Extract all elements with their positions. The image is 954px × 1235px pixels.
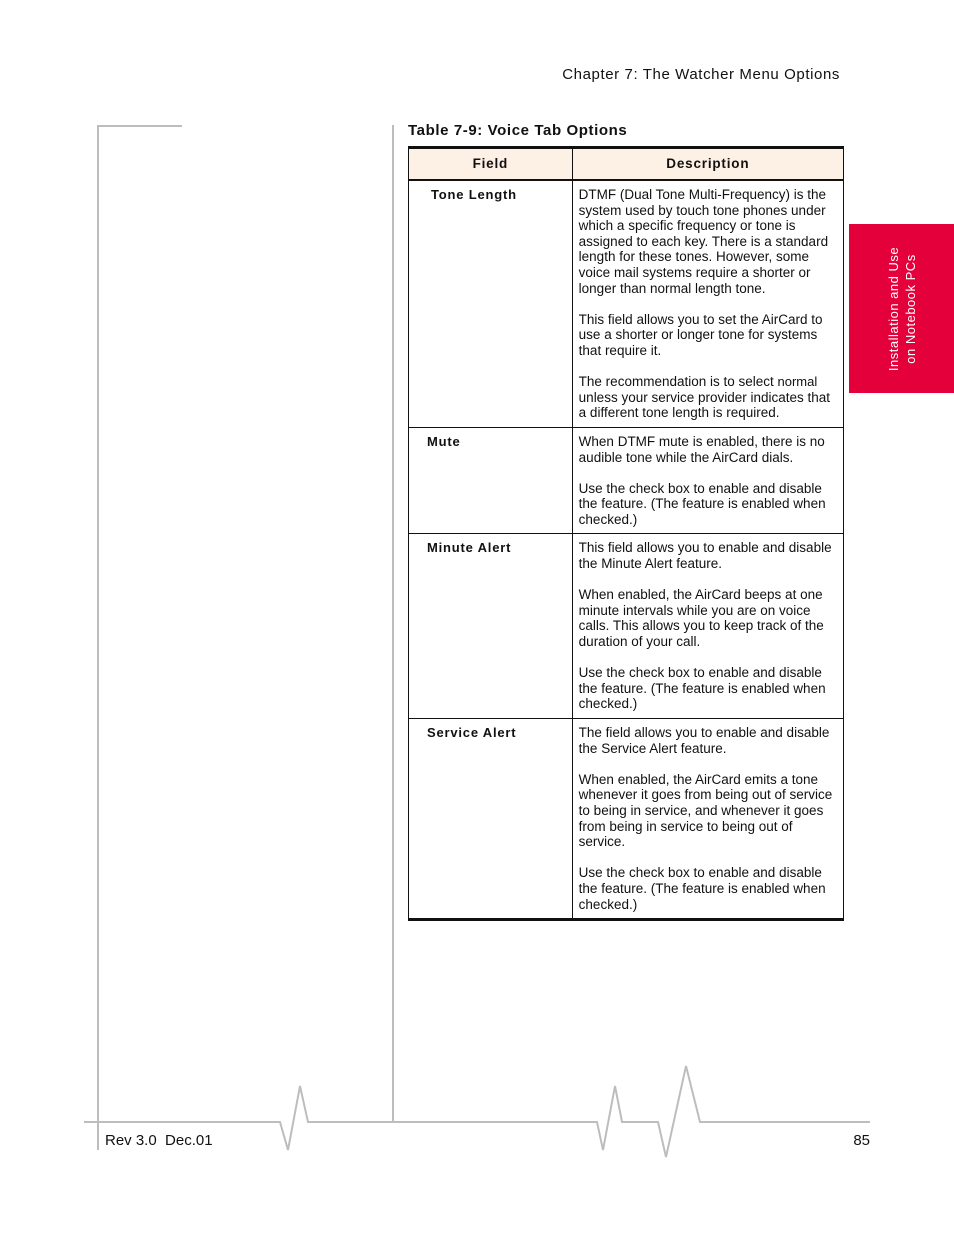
field-description — [572, 534, 843, 719]
column-header-field: Field — [409, 148, 573, 181]
description-paragraph — [579, 374, 837, 421]
top-left-rule — [98, 126, 182, 1150]
chapter-header: Chapter 7: The Watcher Menu Options — [562, 66, 840, 83]
recommendation-term: normal — [777, 374, 818, 390]
field-description — [572, 427, 843, 534]
side-tab-label — [885, 229, 919, 389]
description-paragraph: This field allows you to enable and disable the Minute Alert feature. — [578, 540, 832, 572]
description-paragraph: When DTMF mute is enabled, there is no audible tone while the AirCard dials. — [578, 433, 825, 465]
column-header-description: Description — [572, 148, 843, 181]
table-row — [409, 427, 844, 534]
description-paragraph: The field allows you to enable and disable the Service Alert feature. — [578, 725, 830, 756]
table-caption: Table 7-9: Voice Tab Options — [408, 122, 628, 139]
field-name: Tone Length — [409, 180, 573, 427]
description-paragraph: DTMF (Dual Tone Multi-Frequency) is the system used by touch tone phones under which a specific frequency or tone is assigned to each key. There is a standard length for these tones. However, some voice mail systems require a shorter or longer than normal length tone. — [578, 187, 829, 296]
field-name: Service Alert — [409, 719, 573, 920]
side-tab-line-2: on Notebook PCs — [902, 253, 918, 364]
description-paragraph: Use the check box to enable and disable the feature. (The feature is enabled when checked.) — [578, 665, 826, 712]
table-row — [409, 534, 844, 719]
description-paragraph: This field allows you to set the AirCard to use a shorter or longer tone for systems that require it. — [578, 311, 823, 358]
footer-page-number: 85 — [853, 1132, 870, 1149]
table-header-row — [409, 148, 844, 181]
field-name: Mute — [409, 427, 573, 534]
field-description — [572, 719, 843, 920]
side-tab-line-1: Installation and Use — [885, 246, 901, 371]
footer-revision: Rev 3.0 Dec.01 — [105, 1132, 213, 1149]
recommendation-prefix: The recommendation is to select — [578, 374, 778, 390]
description-paragraph: When enabled, the AirCard emits a tone whenever it goes from being out of service to being in service, and whenever it goes from being in service to being out of service. — [578, 771, 833, 850]
table-row — [409, 719, 844, 920]
voice-tab-options-table — [408, 146, 844, 921]
description-paragraph: When enabled, the AirCard beeps at one minute intervals while you are on voice calls. This allows you to keep track of the duration of your call. — [578, 587, 824, 650]
description-paragraph: Use the check box to enable and disable the feature. (The feature is enabled when checked.) — [578, 480, 826, 527]
section-side-tab — [849, 224, 954, 393]
field-name: Minute Alert — [409, 534, 573, 719]
field-description — [572, 180, 843, 427]
table-row — [409, 180, 844, 427]
description-paragraph: Use the check box to enable and disable the feature. (The feature is enabled when checked.) — [578, 865, 826, 912]
recommendation-suffix: unless your service provider indicates that a different tone length is required. — [578, 389, 831, 421]
